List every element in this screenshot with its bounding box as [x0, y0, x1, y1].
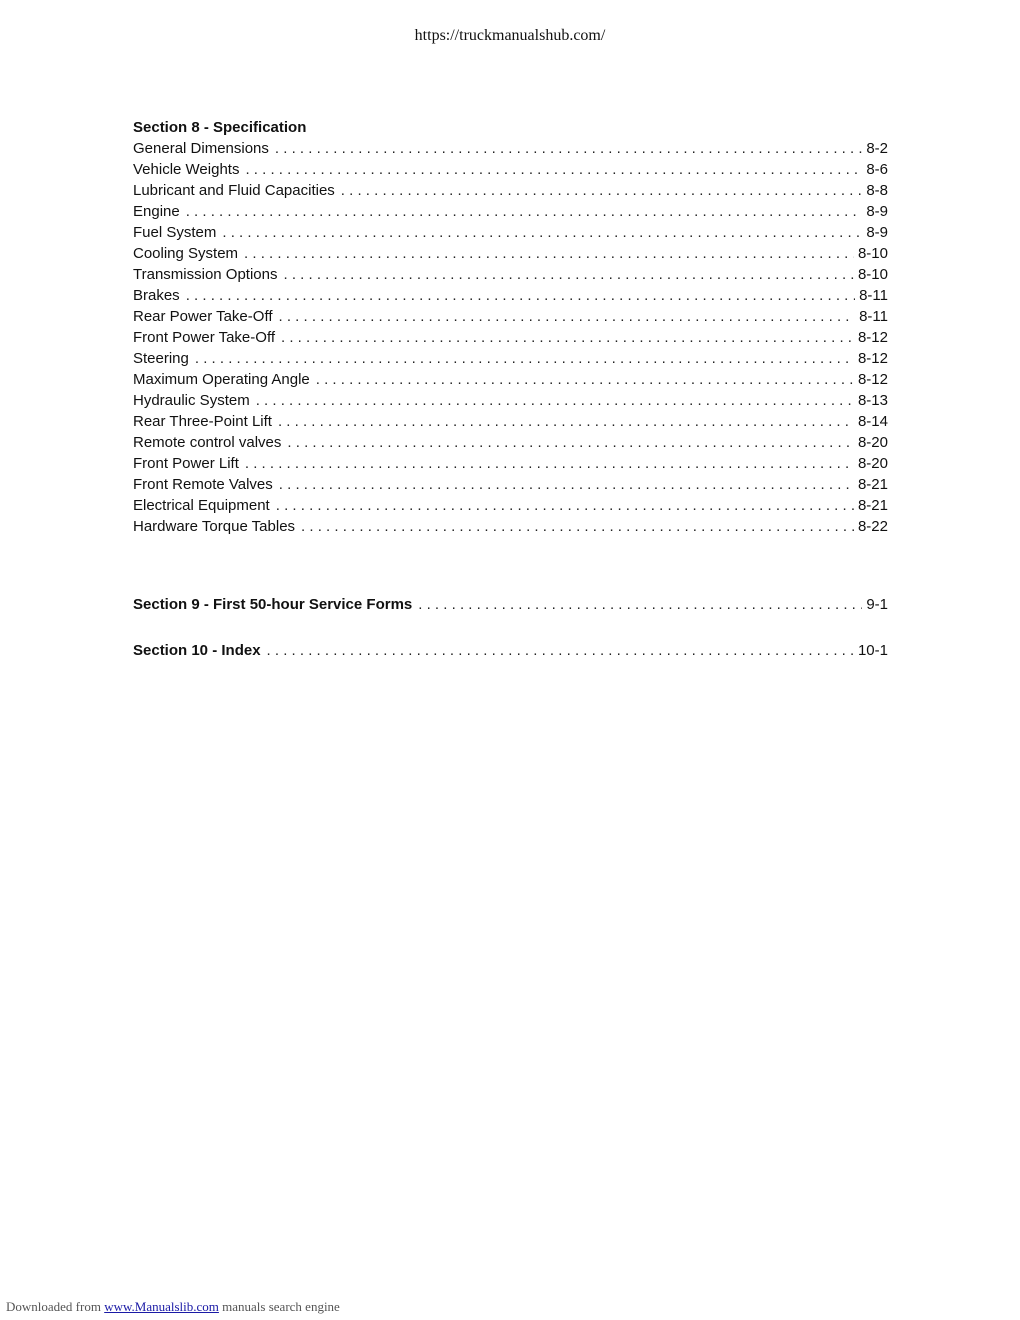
toc-entry-electrical-equipment[interactable] — [133, 495, 888, 516]
toc-entry-page: 8-10 — [857, 266, 888, 283]
toc-entry-page: 8-2 — [866, 140, 888, 157]
toc-entry-page: 8-12 — [857, 371, 888, 388]
toc-entry-rear-three-point-lift[interactable] — [133, 411, 888, 432]
toc-leader-dots — [275, 138, 862, 159]
toc-entry-label: Electrical Equipment — [133, 497, 270, 514]
toc-entry-cooling-system[interactable] — [133, 243, 888, 264]
toc-entry-vehicle-weights[interactable] — [133, 159, 888, 180]
section-9-heading: Section 9 - First 50-hour Service Forms — [133, 596, 413, 613]
toc-entry-brakes[interactable] — [133, 285, 888, 306]
toc-leader-dots — [418, 594, 862, 615]
toc-leader-dots — [244, 243, 854, 264]
toc-entry-label: Lubricant and Fluid Capacities — [133, 182, 335, 199]
toc-entry-section-10[interactable] — [133, 640, 888, 661]
toc-section-10 — [133, 640, 888, 661]
toc-entry-steering[interactable] — [133, 348, 888, 369]
toc-entry-page: 8-22 — [857, 518, 888, 535]
toc-leader-dots — [222, 222, 862, 243]
toc-entry-max-operating-angle[interactable] — [133, 369, 888, 390]
toc-leader-dots — [256, 390, 854, 411]
toc-entry-label: Steering — [133, 350, 189, 367]
toc-entry-label: Maximum Operating Angle — [133, 371, 310, 388]
toc-entry-label: Vehicle Weights — [133, 161, 240, 178]
toc-entry-label: Rear Power Take-Off — [133, 308, 273, 325]
toc-leader-dots — [276, 495, 854, 516]
toc-entry-label: Fuel System — [133, 224, 217, 241]
toc-entry-page: 8-20 — [857, 434, 888, 451]
toc-entry-transmission-options[interactable] — [133, 264, 888, 285]
toc-entry-page: 8-12 — [857, 329, 888, 346]
toc-entry-page: 8-13 — [857, 392, 888, 409]
toc-entry-label: Transmission Options — [133, 266, 278, 283]
toc-entry-hydraulic-system[interactable] — [133, 390, 888, 411]
toc-entry-front-remote-valves[interactable] — [133, 474, 888, 495]
toc-entry-front-pto[interactable] — [133, 327, 888, 348]
toc-leader-dots — [341, 180, 863, 201]
toc-entry-label: Rear Three-Point Lift — [133, 413, 272, 430]
toc-entry-page: 8-6 — [866, 161, 888, 178]
toc-entry-label: Front Power Lift — [133, 455, 239, 472]
toc-entry-label: Brakes — [133, 287, 180, 304]
toc-entry-page: 10-1 — [857, 642, 888, 659]
toc-entry-lubricant-capacities[interactable] — [133, 180, 888, 201]
toc-leader-dots — [301, 516, 854, 537]
toc-entry-page: 8-10 — [857, 245, 888, 262]
toc-entry-page: 8-21 — [857, 476, 888, 493]
toc-entry-label: General Dimensions — [133, 140, 269, 157]
toc-entry-label: Remote control valves — [133, 434, 282, 451]
toc-entry-page: 8-8 — [866, 182, 888, 199]
section-10-heading: Section 10 - Index — [133, 642, 261, 659]
toc-entry-label: Hardware Torque Tables — [133, 518, 296, 535]
toc-leader-dots — [278, 411, 854, 432]
toc-entry-fuel-system[interactable] — [133, 222, 888, 243]
toc-leader-dots — [287, 432, 854, 453]
toc-entry-page: 8-11 — [859, 308, 888, 325]
toc-entry-label: Cooling System — [133, 245, 239, 262]
toc-leader-dots — [316, 369, 854, 390]
toc-leader-dots — [186, 201, 863, 222]
toc-entry-page: 8-11 — [859, 287, 888, 304]
toc-leader-dots — [279, 306, 856, 327]
toc-entry-hardware-torque-tables[interactable] — [133, 516, 888, 537]
toc-leader-dots — [195, 348, 854, 369]
toc-leader-dots — [284, 264, 854, 285]
toc-leader-dots — [281, 327, 854, 348]
toc-entry-engine[interactable] — [133, 201, 888, 222]
toc-leader-dots — [186, 285, 855, 306]
toc-entry-page: 8-9 — [866, 224, 888, 241]
toc-entry-page: 8-21 — [857, 497, 888, 514]
toc-leader-dots — [279, 474, 854, 495]
toc-entry-page: 8-14 — [857, 413, 888, 430]
toc-leader-dots — [267, 640, 854, 661]
toc-entry-page: 8-12 — [857, 350, 888, 367]
toc-entry-remote-control-valves[interactable] — [133, 432, 888, 453]
footer-prefix: Downloaded from — [6, 1299, 105, 1314]
footer-suffix: manuals search engine — [218, 1299, 340, 1314]
toc-entry-label: Front Remote Valves — [133, 476, 273, 493]
toc-entry-label: Front Power Take-Off — [133, 329, 276, 346]
toc-leader-dots — [245, 453, 854, 474]
toc-entry-section-9[interactable] — [133, 594, 888, 615]
toc-entry-page: 9-1 — [866, 596, 888, 613]
toc-entry-general-dimensions[interactable] — [133, 138, 888, 159]
header-url: https://truckmanualshub.com/ — [414, 27, 606, 44]
toc-entry-label: Engine — [133, 203, 180, 220]
toc-entry-rear-pto[interactable] — [133, 306, 888, 327]
section-8-heading: Section 8 - Specification — [133, 119, 307, 136]
toc-leader-dots — [245, 159, 862, 180]
toc-entry-front-power-lift[interactable] — [133, 453, 888, 474]
toc-section-9 — [133, 594, 888, 615]
toc-entry-page: 8-20 — [857, 455, 888, 472]
footer-download-note — [6, 1299, 340, 1315]
footer-manualslib-link[interactable]: www.Manualslib.com — [104, 1299, 219, 1314]
toc-entry-label: Hydraulic System — [133, 392, 250, 409]
toc-section-8 — [133, 117, 888, 537]
toc-entry-page: 8-9 — [866, 203, 888, 220]
